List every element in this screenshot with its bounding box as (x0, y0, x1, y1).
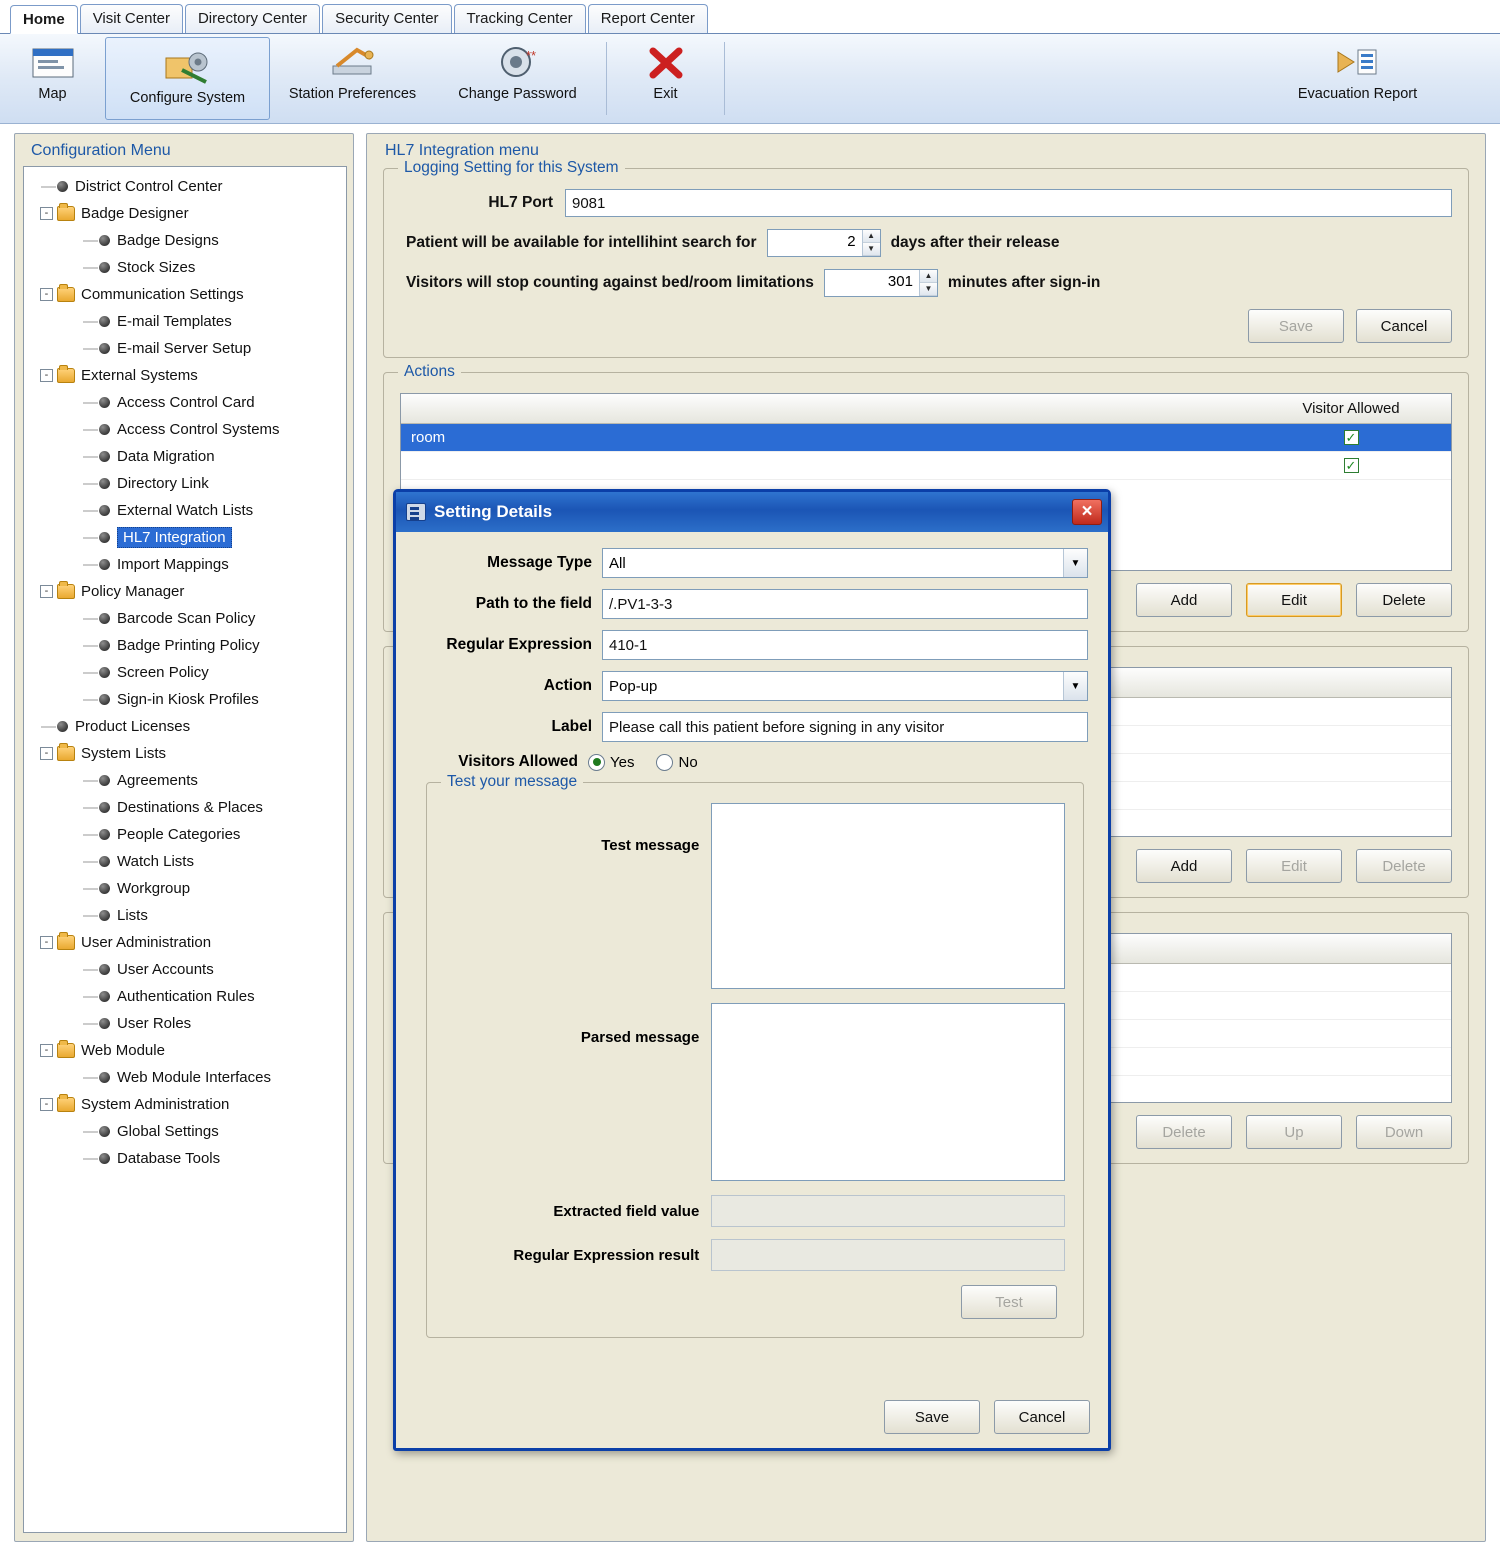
regular-expression-label: Regular Expression (446, 636, 592, 653)
visitor-limit-up-button[interactable]: Up (1246, 1115, 1342, 1149)
bullet-icon (99, 505, 110, 516)
bullet-icon (99, 532, 110, 543)
bedroom-minutes-arrows[interactable]: ▲ ▼ (919, 270, 937, 296)
bullet-icon (99, 1126, 110, 1137)
table-row[interactable] (401, 424, 1451, 452)
dialog-cancel-button[interactable]: Cancel (994, 1400, 1090, 1434)
regex-edit-button[interactable]: Edit (1246, 849, 1342, 883)
sidebar-item-label: Access Control Systems (117, 421, 280, 438)
dialog-titlebar[interactable] (396, 492, 1108, 532)
bullet-icon (99, 694, 110, 705)
tree-connector: — (83, 691, 98, 708)
sidebar-item-label: E-mail Server Setup (117, 340, 252, 357)
test-message-label: Test message (601, 837, 700, 854)
sidebar-item-user-accounts[interactable] (28, 956, 342, 983)
ribbon-label-station-preferences: Station Preferences (288, 86, 417, 102)
intellihint-days-value: 2 (847, 233, 856, 250)
sidebar-item-web-module-interfaces[interactable] (28, 1064, 342, 1091)
sidebar-item-label: Barcode Scan Policy (117, 610, 256, 627)
dialog-app-icon (406, 503, 426, 521)
tree-expander-icon[interactable]: - (40, 288, 53, 301)
chevron-down-icon[interactable]: ▼ (1063, 672, 1087, 700)
visitors-allowed-yes-label: Yes (610, 753, 635, 771)
label-field-input[interactable] (602, 712, 1088, 742)
intellihint-suffix-label: days after their release (890, 234, 1060, 251)
intellihint-days-stepper[interactable] (767, 229, 881, 257)
sidebar-item-label: User Accounts (117, 961, 214, 978)
tree-expander-icon[interactable]: - (40, 936, 53, 949)
bullet-icon (57, 721, 68, 732)
folder-icon (57, 287, 75, 302)
svg-text:**: ** (525, 48, 536, 63)
sidebar-item-screen-policy[interactable] (28, 659, 342, 686)
parsed-message-textarea[interactable] (711, 1003, 1065, 1181)
tree-connector: — (83, 772, 98, 789)
configuration-tree[interactable] (23, 166, 347, 1533)
bullet-icon (99, 883, 110, 894)
sidebar-item-external-systems[interactable] (28, 362, 342, 389)
tree-connector: — (83, 1015, 98, 1032)
sidebar-item-badge-designs[interactable] (28, 227, 342, 254)
path-to-field-input[interactable] (602, 589, 1088, 619)
message-type-label: Message Type (487, 554, 592, 571)
sidebar-item-policy-manager[interactable] (28, 578, 342, 605)
ribbon-label-change-password: Change Password (458, 86, 577, 102)
setting-details-dialog (393, 489, 1111, 1451)
bullet-icon (99, 1018, 110, 1029)
sidebar-item-label: Screen Policy (117, 664, 209, 681)
sidebar-item-label: External Systems (81, 367, 198, 384)
ribbon-button-change-password[interactable] (435, 34, 600, 123)
actions-col-visitor-allowed: Visitor Allowed (1302, 400, 1400, 417)
folder-icon (57, 206, 75, 221)
tree-connector: — (83, 988, 98, 1005)
sidebar-item-global-settings[interactable] (28, 1118, 342, 1145)
sidebar-item-label: Communication Settings (81, 286, 244, 303)
exit-icon (645, 42, 687, 84)
sidebar-item-label: Access Control Card (117, 394, 255, 411)
folder-icon (57, 1097, 75, 1112)
dialog-body (396, 532, 1108, 1348)
sidebar-item-label: Lists (117, 907, 148, 924)
regex-add-button[interactable]: Add (1136, 849, 1232, 883)
sidebar-item-product-licenses[interactable] (28, 713, 342, 740)
bullet-icon (99, 235, 110, 246)
parsed-message-label: Parsed message (580, 1029, 700, 1046)
bullet-icon (99, 316, 110, 327)
configuration-menu-panel (14, 133, 354, 1542)
tree-connector: — (83, 475, 98, 492)
sidebar-item-barcode-scan-policy[interactable] (28, 605, 342, 632)
sidebar-item-badge-printing-policy[interactable] (28, 632, 342, 659)
sidebar-item-label: Destinations & Places (117, 799, 263, 816)
tree-expander-icon[interactable]: - (40, 369, 53, 382)
sidebar-item-access-control-systems[interactable] (28, 416, 342, 443)
sidebar-item-label: Sign-in Kiosk Profiles (117, 691, 259, 708)
tree-expander-icon[interactable]: - (40, 585, 53, 598)
sidebar-item-label: Directory Link (117, 475, 209, 492)
bullet-icon (99, 262, 110, 273)
sidebar-item-label: Global Settings (117, 1123, 219, 1140)
tree-connector: — (83, 232, 98, 249)
actions-add-button[interactable]: Add (1136, 583, 1232, 617)
bullet-icon (99, 964, 110, 975)
bullet-icon (99, 1072, 110, 1083)
dialog-title-text: Setting Details (434, 502, 553, 521)
bullet-icon (99, 343, 110, 354)
tree-connector: — (83, 799, 98, 816)
bullet-icon (99, 559, 110, 570)
actions-edit-button[interactable]: Edit (1246, 583, 1342, 617)
tab-security-center[interactable]: Security Center (322, 4, 451, 33)
visitors-allowed-no-radio[interactable] (656, 754, 673, 771)
message-type-select[interactable] (602, 548, 1088, 578)
label-field-label: Label (551, 718, 592, 735)
logging-save-button[interactable]: Save (1248, 309, 1344, 343)
visitor-limit-delete-button[interactable]: Delete (1136, 1115, 1232, 1149)
tree-connector: — (83, 880, 98, 897)
tree-connector: — (83, 1123, 98, 1140)
tab-visit-center[interactable]: Visit Center (80, 4, 183, 33)
sidebar-item-label: Policy Manager (81, 583, 185, 600)
sidebar-item-hl7-integration[interactable] (28, 524, 342, 551)
configuration-menu-title: Configuration Menu (31, 142, 171, 159)
sidebar-item-workgroup[interactable] (28, 875, 342, 902)
sidebar-item-label: Workgroup (117, 880, 191, 897)
sidebar-item-user-administration[interactable] (28, 929, 342, 956)
dialog-save-button[interactable]: Save (884, 1400, 980, 1434)
tree-expander-icon[interactable]: - (40, 207, 53, 220)
sidebar-item-data-migration[interactable] (28, 443, 342, 470)
action-label: Action (543, 677, 592, 694)
sidebar-item-import-mappings[interactable] (28, 551, 342, 578)
tree-connector: — (83, 637, 98, 654)
ribbon-button-station-preferences[interactable] (270, 34, 435, 123)
bullet-icon (99, 829, 110, 840)
bullet-icon (99, 775, 110, 786)
sidebar-item-label: HL7 Integration (117, 527, 232, 548)
test-message-textarea[interactable] (711, 803, 1065, 989)
tab-home[interactable]: Home (10, 5, 78, 34)
ribbon-toolbar (0, 34, 1500, 124)
station-preferences-icon (327, 42, 379, 84)
sidebar-item-label: Web Module (81, 1042, 165, 1059)
bedroom-minutes-value: 301 (887, 273, 913, 290)
sidebar-item-label: Badge Designer (81, 205, 189, 222)
dialog-footer (884, 1400, 1090, 1434)
sidebar-item-district-control-center[interactable] (28, 173, 342, 200)
sidebar-item-watch-lists[interactable] (28, 848, 342, 875)
ribbon-label-configure-system: Configure System (129, 90, 246, 106)
tree-connector: — (83, 610, 98, 627)
actions-grid-header (401, 394, 1451, 424)
sidebar-item-user-roles[interactable] (28, 1010, 342, 1037)
tree-connector: — (83, 529, 98, 546)
checkbox-checked-icon[interactable]: ✓ (1344, 458, 1359, 473)
intellihint-days-arrows[interactable]: ▲ ▼ (862, 230, 880, 256)
sidebar-item-label: Import Mappings (117, 556, 229, 573)
table-row[interactable] (401, 452, 1451, 480)
regex-result-output (711, 1239, 1065, 1271)
sidebar-item-label: People Categories (117, 826, 241, 843)
bedroom-limit-label: Visitors will stop counting against bed/room limitations (406, 274, 814, 291)
close-icon[interactable]: × (1072, 499, 1102, 525)
actions-row-allowed[interactable] (1251, 458, 1451, 473)
folder-icon (57, 368, 75, 383)
logging-cancel-button[interactable]: Cancel (1356, 309, 1452, 343)
sidebar-item-lists[interactable] (28, 902, 342, 929)
sidebar-item-label: Authentication Rules (117, 988, 255, 1005)
checkbox-checked-icon[interactable]: ✓ (1344, 430, 1359, 445)
ribbon-label-exit: Exit (653, 86, 678, 102)
sidebar-item-people-categories[interactable] (28, 821, 342, 848)
folder-icon (57, 584, 75, 599)
visitors-allowed-label: Visitors Allowed (458, 753, 578, 770)
tab-directory-center[interactable]: Directory Center (185, 4, 320, 33)
ribbon-label-map: Map (38, 86, 67, 102)
bullet-icon (99, 856, 110, 867)
action-select[interactable] (602, 671, 1088, 701)
sidebar-item-e-mail-server-setup[interactable] (28, 335, 342, 362)
sidebar-item-sign-in-kiosk-profiles[interactable] (28, 686, 342, 713)
tree-connector: — (83, 907, 98, 924)
sidebar-item-web-module[interactable] (28, 1037, 342, 1064)
tree-connector: — (41, 178, 56, 195)
actions-row-allowed[interactable] (1251, 430, 1451, 445)
tab-tracking-center[interactable]: Tracking Center (454, 4, 586, 33)
tree-connector: — (83, 1069, 98, 1086)
sidebar-item-label: Stock Sizes (117, 259, 196, 276)
configure-system-icon (162, 46, 214, 88)
ribbon-button-configure-system[interactable] (105, 37, 270, 120)
ribbon-label-evacuation-report: Evacuation Report (1297, 86, 1418, 102)
regular-expression-input[interactable] (602, 630, 1088, 660)
test-message-group (426, 773, 1084, 1338)
regex-delete-button[interactable]: Delete (1356, 849, 1452, 883)
bullet-icon (99, 451, 110, 462)
actions-row-text: room (411, 429, 446, 446)
sidebar-item-e-mail-templates[interactable] (28, 308, 342, 335)
tree-connector: — (83, 259, 98, 276)
sidebar-item-badge-designer[interactable] (28, 200, 342, 227)
bullet-icon (99, 667, 110, 678)
tree-expander-icon[interactable]: - (40, 1044, 53, 1057)
actions-delete-button[interactable]: Delete (1356, 583, 1452, 617)
page-title: HL7 Integration menu (385, 142, 539, 159)
sidebar-item-system-administration[interactable] (28, 1091, 342, 1118)
bullet-icon (99, 910, 110, 921)
sidebar-item-communication-settings[interactable] (28, 281, 342, 308)
bullet-icon (99, 802, 110, 813)
regex-result-label: Regular Expression result (513, 1246, 700, 1264)
tree-expander-icon[interactable]: - (40, 1098, 53, 1111)
folder-icon (57, 935, 75, 950)
sidebar-item-label: System Lists (81, 745, 167, 762)
bullet-icon (57, 181, 68, 192)
folder-icon (57, 1043, 75, 1058)
sidebar-item-label: Badge Printing Policy (117, 637, 260, 654)
tab-report-center[interactable]: Report Center (588, 4, 708, 33)
bedroom-minutes-stepper[interactable] (824, 269, 938, 297)
extracted-field-value-label: Extracted field value (553, 1202, 700, 1220)
tree-connector: — (83, 340, 98, 357)
ribbon-divider-2 (724, 42, 725, 115)
bedroom-suffix-label: minutes after sign-in (947, 274, 1101, 291)
logging-settings-title: Logging Setting for this System (398, 159, 625, 177)
evacuation-report-icon (1332, 42, 1384, 84)
bullet-icon (99, 640, 110, 651)
hl7-port-label: HL7 Port (488, 194, 553, 211)
ribbon-button-exit[interactable] (613, 34, 718, 123)
tree-connector: — (41, 718, 56, 735)
hl7-port-input[interactable] (565, 189, 1452, 217)
tree-expander-icon[interactable]: - (40, 747, 53, 760)
bullet-icon (99, 478, 110, 489)
sidebar-item-database-tools[interactable] (28, 1145, 342, 1172)
logging-settings-group (383, 159, 1469, 358)
tree-connector: — (83, 664, 98, 681)
bullet-icon (99, 991, 110, 1002)
tree-connector: — (83, 421, 98, 438)
test-message-group-title: Test your message (441, 773, 583, 791)
sidebar-item-label: External Watch Lists (117, 502, 254, 519)
sidebar-item-label: System Administration (81, 1096, 230, 1113)
sidebar-item-external-watch-lists[interactable] (28, 497, 342, 524)
sidebar-item-label: Badge Designs (117, 232, 219, 249)
tree-connector: — (83, 394, 98, 411)
sidebar-item-label: User Roles (117, 1015, 192, 1032)
sidebar-item-access-control-card[interactable] (28, 389, 342, 416)
sidebar-item-authentication-rules[interactable] (28, 983, 342, 1010)
bullet-icon (99, 1153, 110, 1164)
sidebar-item-stock-sizes[interactable] (28, 254, 342, 281)
message-type-value: All (609, 554, 626, 572)
visitors-allowed-yes-radio[interactable] (588, 754, 605, 771)
tree-connector: — (83, 826, 98, 843)
visitor-limit-down-button[interactable]: Down (1356, 1115, 1452, 1149)
chevron-down-icon[interactable]: ▼ (1063, 549, 1087, 577)
sidebar-item-label: Web Module Interfaces (117, 1069, 271, 1086)
sidebar-item-directory-link[interactable] (28, 470, 342, 497)
change-password-icon (492, 42, 544, 84)
action-value: Pop-up (609, 677, 658, 695)
path-to-field-label: Path to the field (475, 595, 592, 612)
ribbon-button-evacuation-report[interactable] (1275, 34, 1440, 123)
tree-connector: — (83, 313, 98, 330)
tree-connector: — (83, 853, 98, 870)
ribbon-button-map[interactable] (0, 34, 105, 123)
main-tab-strip (0, 0, 1500, 34)
folder-icon (57, 746, 75, 761)
extracted-field-value-output (711, 1195, 1065, 1227)
tree-connector: — (83, 961, 98, 978)
sidebar-item-label: Watch Lists (117, 853, 194, 870)
test-button[interactable]: Test (961, 1285, 1057, 1319)
sidebar-item-label: Agreements (117, 772, 198, 789)
bullet-icon (99, 613, 110, 624)
sidebar-item-label: Product Licenses (75, 718, 191, 735)
sidebar-item-agreements[interactable] (28, 767, 342, 794)
bullet-icon (99, 397, 110, 408)
sidebar-item-label: E-mail Templates (117, 313, 232, 330)
sidebar-item-label: User Administration (81, 934, 212, 951)
bullet-icon (99, 424, 110, 435)
visitors-allowed-no-label: No (678, 753, 698, 771)
sidebar-item-destinations-places[interactable] (28, 794, 342, 821)
tree-connector: — (83, 448, 98, 465)
ribbon-divider (606, 42, 607, 115)
sidebar-item-label: Data Migration (117, 448, 215, 465)
tree-connector: — (83, 556, 98, 573)
map-icon (30, 42, 76, 84)
tree-connector: — (83, 1150, 98, 1167)
intellihint-label: Patient will be available for intellihint search for (406, 234, 757, 251)
tree-connector: — (83, 502, 98, 519)
sidebar-item-label: Database Tools (117, 1150, 221, 1167)
actions-title: Actions (398, 363, 461, 381)
sidebar-item-label: District Control Center (75, 178, 223, 195)
sidebar-item-system-lists[interactable] (28, 740, 342, 767)
